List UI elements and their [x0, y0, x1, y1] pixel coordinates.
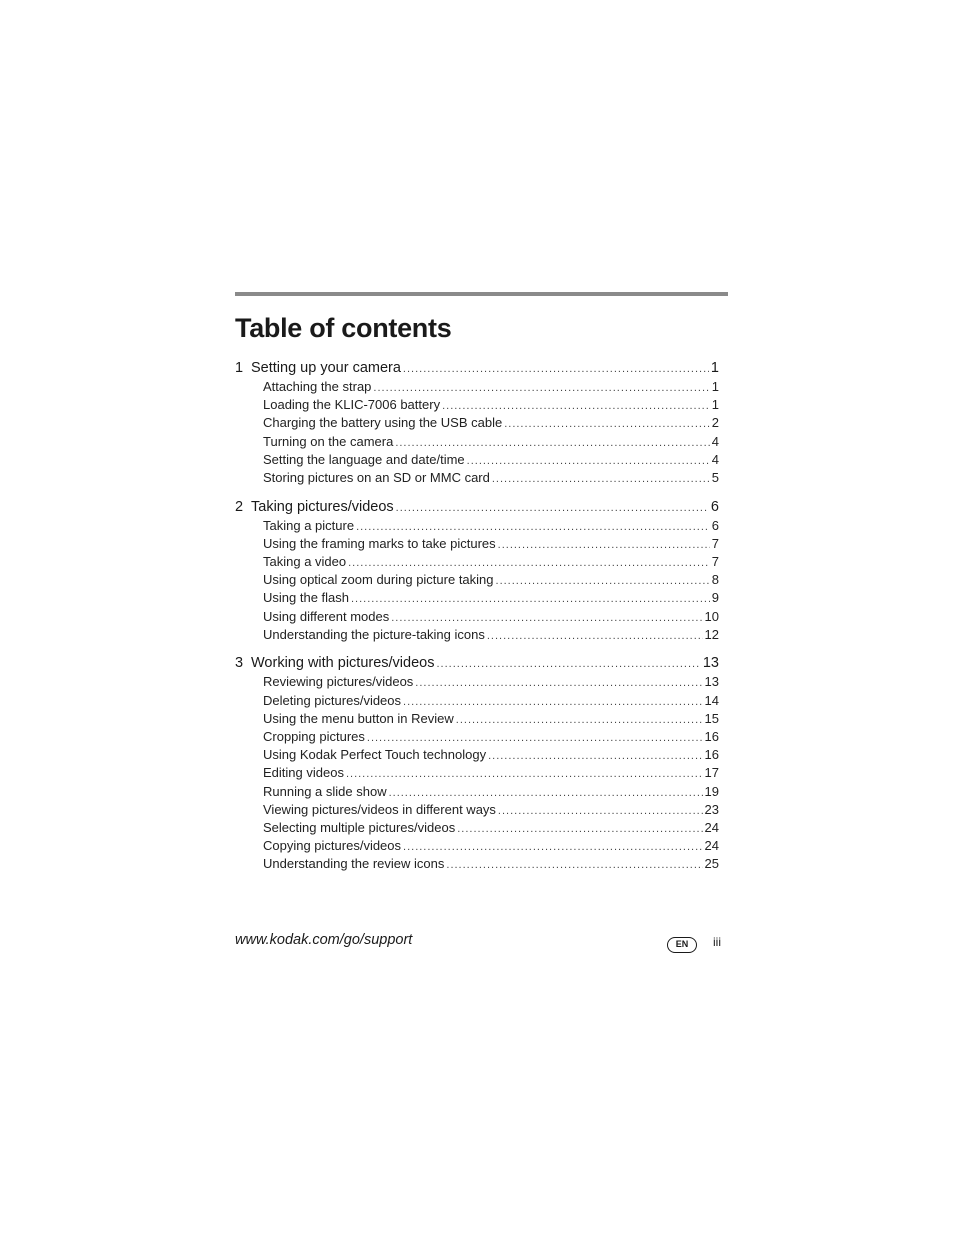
chapter-number: 3	[235, 655, 244, 672]
dot-leader	[446, 856, 702, 874]
section-title: Viewing pictures/videos in different ways	[263, 801, 496, 817]
language-badge: EN	[667, 937, 697, 953]
section-page: 19	[704, 783, 719, 799]
dot-leader	[457, 820, 702, 838]
toc-section-entry[interactable]	[235, 837, 719, 855]
dot-leader	[498, 536, 710, 554]
dot-leader	[391, 609, 702, 627]
dot-leader	[356, 518, 710, 536]
section-page: 23	[704, 801, 719, 817]
toc-section-entry[interactable]	[235, 819, 719, 837]
section-page: 14	[704, 692, 719, 708]
section-title: Using the flash	[263, 590, 349, 606]
dot-leader	[456, 711, 703, 729]
section-page: 24	[704, 838, 719, 854]
section-page: 13	[704, 674, 719, 690]
section-title: Loading the KLIC-7006 battery	[263, 397, 441, 413]
section-title: Cropping pictures	[263, 729, 365, 744]
section-page: 4	[711, 433, 719, 449]
toc-section-entry[interactable]	[235, 517, 719, 535]
section-page: 10	[704, 608, 719, 624]
dot-leader	[403, 693, 703, 711]
dot-leader	[403, 838, 703, 856]
dot-leader	[492, 470, 710, 488]
dot-leader	[415, 674, 702, 692]
section-title: Deleting pictures/videos	[263, 692, 402, 708]
toc-section-entry[interactable]	[235, 608, 719, 626]
toc-section-entry[interactable]	[235, 673, 719, 691]
dot-leader	[487, 627, 703, 645]
chapter-number: 1	[235, 360, 244, 376]
section-page: 16	[704, 747, 719, 763]
dot-leader	[488, 747, 702, 765]
section-title: Taking a picture	[263, 517, 355, 533]
toc-section-entry[interactable]	[235, 728, 719, 746]
toc-section-entry[interactable]	[235, 378, 719, 396]
section-title: Setting the language and date/time	[263, 451, 465, 467]
section-page: 12	[704, 626, 719, 642]
chapter-number: 2	[235, 498, 244, 515]
dot-leader	[498, 802, 703, 820]
toc-section-entry[interactable]	[235, 589, 719, 607]
dot-leader	[367, 729, 703, 747]
section-page: 9	[711, 590, 719, 606]
section-title: Using Kodak Perfect Touch technology	[263, 747, 487, 763]
toc-section-entry[interactable]	[235, 414, 719, 432]
table-of-contents	[235, 359, 719, 884]
toc-chapter-entry[interactable]	[235, 654, 719, 673]
dot-leader	[442, 397, 710, 415]
toc-section-entry[interactable]	[235, 710, 719, 728]
section-title: Using optical zoom during picture taking	[263, 572, 494, 588]
section-page: 2	[711, 415, 719, 431]
toc-section-entry[interactable]	[235, 626, 719, 644]
section-page: 5	[711, 469, 719, 485]
toc-chapter-entry[interactable]	[235, 498, 719, 517]
section-page: 15	[704, 710, 719, 726]
toc-section-entry[interactable]	[235, 746, 719, 764]
dot-leader	[496, 572, 710, 590]
section-title: Turning on the camera	[263, 433, 394, 449]
section-title: Charging the battery using the USB cable	[263, 415, 503, 431]
toc-section-entry[interactable]	[235, 692, 719, 710]
dot-leader	[389, 784, 703, 802]
section-title: Using the menu button in Review	[263, 710, 454, 726]
section-title: Editing videos	[263, 765, 344, 781]
page-number: iii	[713, 935, 721, 949]
section-page: 7	[711, 554, 719, 569]
section-title: Understanding the picture-taking icons	[263, 626, 485, 642]
section-title: Storing pictures on an SD or MMC card	[263, 469, 490, 485]
section-title: Taking a video	[263, 554, 347, 569]
header-rule	[235, 292, 728, 296]
toc-chapter-entry[interactable]	[235, 359, 719, 378]
section-page: 7	[711, 535, 719, 551]
section-page: 6	[711, 517, 719, 533]
section-page: 17	[704, 765, 719, 781]
dot-leader	[403, 360, 709, 379]
toc-section-entry[interactable]	[235, 469, 719, 487]
section-title: Using the framing marks to take pictures	[263, 535, 496, 551]
toc-section-entry[interactable]	[235, 553, 719, 571]
toc-chapter	[235, 654, 719, 873]
dot-leader	[436, 655, 700, 674]
dot-leader	[346, 765, 703, 783]
section-title: Reviewing pictures/videos	[263, 674, 414, 690]
dot-leader	[396, 499, 709, 518]
section-title: Attaching the strap	[263, 379, 372, 394]
section-title: Understanding the review icons	[263, 856, 445, 872]
section-page: 25	[704, 856, 719, 872]
section-page: 16	[704, 729, 719, 744]
dot-leader	[395, 434, 709, 452]
section-title: Running a slide show	[263, 783, 387, 799]
section-title: Selecting multiple pictures/videos	[263, 819, 456, 835]
chapter-page: 1	[710, 360, 719, 376]
chapter-title: Taking pictures/videos	[251, 498, 394, 515]
dot-leader	[348, 554, 710, 572]
toc-section-entry[interactable]	[235, 396, 719, 414]
chapter-page: 13	[702, 655, 719, 672]
chapter-title: Working with pictures/videos	[251, 655, 435, 672]
section-page: 1	[711, 397, 719, 413]
toc-section-entry[interactable]	[235, 764, 719, 782]
dot-leader	[467, 452, 710, 470]
page-title: Table of contents	[235, 313, 452, 343]
toc-section-entry[interactable]	[235, 855, 719, 873]
toc-chapter	[235, 498, 719, 644]
dot-leader	[373, 379, 709, 397]
dot-leader	[504, 415, 710, 433]
toc-section-entry[interactable]	[235, 433, 719, 451]
toc-section-entry[interactable]	[235, 783, 719, 801]
toc-section-entry[interactable]	[235, 801, 719, 819]
section-title: Copying pictures/videos	[263, 838, 402, 854]
toc-chapter	[235, 359, 719, 487]
section-page: 8	[711, 572, 719, 588]
support-url[interactable]: www.kodak.com/go/support	[235, 932, 413, 948]
toc-section-entry[interactable]	[235, 571, 719, 589]
toc-section-entry[interactable]	[235, 451, 719, 469]
toc-section-entry[interactable]	[235, 535, 719, 553]
section-title: Using different modes	[263, 608, 390, 624]
section-page: 24	[704, 819, 719, 835]
section-page: 4	[711, 451, 719, 467]
section-page: 1	[711, 379, 719, 394]
chapter-page: 6	[710, 498, 719, 515]
dot-leader	[351, 590, 710, 608]
chapter-title: Setting up your camera	[251, 360, 401, 376]
